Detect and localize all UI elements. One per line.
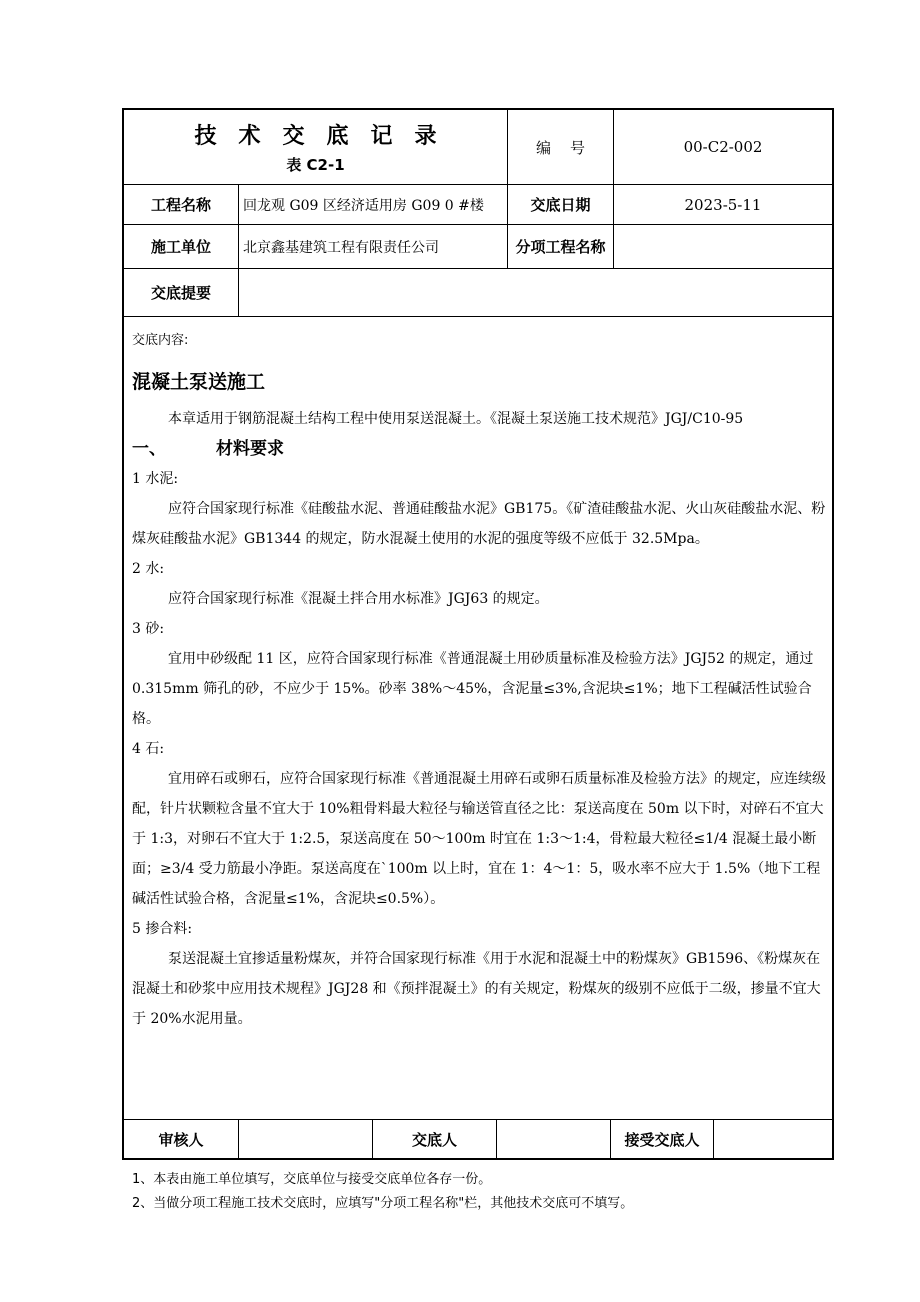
item-title: 2 水:	[132, 561, 165, 577]
form-title: 技术交底记录	[194, 124, 459, 149]
project-name-value: 回龙观 G09 区经济适用房 G09 0 #楼	[243, 197, 484, 214]
number-value: 00-C2-002	[683, 138, 763, 156]
number-label: 编 号	[535, 138, 586, 157]
section-number: 一、	[132, 439, 166, 459]
item-title: 4 石:	[132, 741, 165, 757]
date-value: 2023-5-11	[684, 195, 762, 214]
scope-paragraph: 本章适用于钢筋混凝土结构工程中使用泵送混凝土。《混凝土泵送施工技术规范》JGJ/C10-95	[168, 411, 744, 427]
item-text: 泵送混凝土宜掺适量粉煤灰，并符合国家现行标准《用于水泥和混凝土中的粉煤灰》GB1596、《粉煤灰在混凝土和砂浆中应用技术规程》JGJ28 和《预拌混凝土》的有关规定，粉煤灰的级别不应低于二级，掺量不宜大于 20%水泥用量。	[132, 951, 821, 1027]
item-text: 宜用中砂级配 11 区，应符合国家现行标准《普通混凝土用砂质量标准及检验方法》JGJ52 的规定，通过 0.315mm 筛孔的砂，不应少于 15%。砂率 38%～45%，含泥量≤3%,含泥块≤1%；地下工程碱活性试验合格。	[132, 651, 814, 727]
subproject-value	[614, 225, 832, 268]
section-heading	[132, 434, 826, 464]
content-heading: 混凝土泵送施工	[132, 371, 266, 393]
footnotes	[132, 1168, 633, 1216]
discloser-value	[497, 1120, 610, 1158]
subproject-label: 分项工程名称	[515, 238, 606, 256]
disclosure-content	[132, 322, 826, 1034]
contractor-label: 施工单位	[150, 238, 211, 256]
reviewer-label: 审核人	[158, 1130, 204, 1149]
footnote: 2、当做分项工程施工技术交底时，应填写"分项工程名称"栏，其他技术交底可不填写。	[132, 1196, 634, 1211]
receiver-value	[714, 1120, 832, 1158]
project-name-label: 工程名称	[150, 196, 211, 214]
contractor-value: 北京鑫基建筑工程有限责任公司	[243, 239, 439, 256]
receiver-label: 接受交底人	[624, 1130, 700, 1149]
section-title: 材料要求	[216, 439, 284, 459]
item-text: 应符合国家现行标准《硅酸盐水泥、普通硅酸盐水泥》GB175。《矿渣硅酸盐水泥、火山灰硅酸盐水泥、粉煤灰硅酸盐水泥》GB1344 的规定，防水混凝土使用的水泥的强度等级不应低于 32.5Mpa。	[132, 501, 826, 547]
summary-label: 交底提要	[150, 284, 211, 302]
content-intro-label: 交底内容:	[132, 333, 189, 348]
item-title: 1 水泥:	[132, 471, 179, 487]
summary-value	[239, 269, 832, 316]
form-title-block	[124, 110, 507, 184]
item-text: 宜用碎石或卵石，应符合国家现行标准《普通混凝土用碎石或卵石质量标准及检验方法》的规定，应连续级配，针片状颗粒含量不宜大于 10%粗骨料最大粒径与输送管直径之比：泵送高度在 50m 以下时，对碎石不宜大于 1:3，对卵石不宜大于 1:2.5，泵送高度在 50～100m 时宜在 1:3～1:4，骨粒最大粒径≤1/4 混凝土最小断面；≥3/4 受力筋最小净距。泵送高度在`100m 以上时，宜在 1：4～1：5，吸水率不应大于 1.5%（地下工程碱活性试验合格，含泥量≤1%，含泥块≤0.5%）。	[132, 771, 826, 907]
date-label: 交底日期	[530, 196, 591, 214]
item-title: 3 砂:	[132, 621, 165, 637]
footnote: 1、本表由施工单位填写，交底单位与接受交底单位各存一份。	[132, 1172, 492, 1187]
reviewer-value	[239, 1120, 372, 1158]
item-title: 5 掺合料:	[132, 921, 193, 937]
item-text: 应符合国家现行标准《混凝土拌合用水标准》JGJ63 的规定。	[168, 591, 549, 607]
row-divider	[122, 316, 834, 317]
form-code: 表 C2-1	[286, 156, 345, 174]
discloser-label: 交底人	[411, 1130, 457, 1149]
